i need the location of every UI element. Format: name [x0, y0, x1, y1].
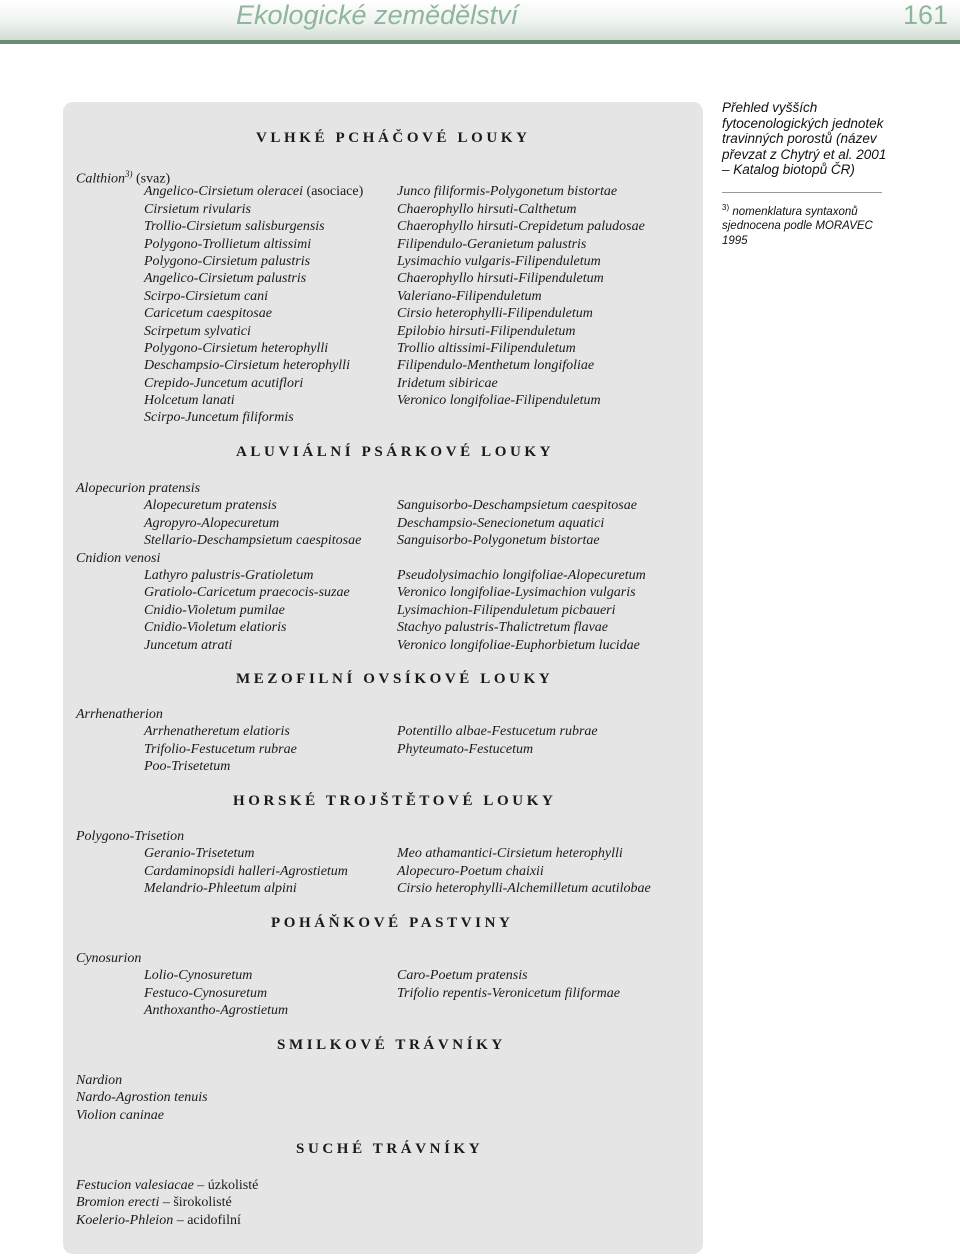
- association-list-right: [397, 845, 651, 897]
- footnote-mark: 3): [125, 169, 133, 179]
- alliance-name: Bromion erecti: [76, 1195, 160, 1211]
- alliance-name: Koelerio-Phleion: [76, 1212, 174, 1228]
- section-heading-pohankove: POHÁŇKOVÉ PASTVINY: [271, 915, 514, 931]
- sidebar: [722, 100, 892, 248]
- list-item: Festuco-Cynosuretum: [144, 985, 268, 1001]
- list-item: Agropyro-Alopecuretum: [144, 515, 280, 531]
- alliance-arrhenatherion: Arrhenatherion: [76, 707, 163, 722]
- alliance-alopecurion: Alopecurion pratensis: [76, 481, 201, 496]
- association-list-left: [144, 723, 297, 775]
- section-heading-suche: SUCHÉ TRÁVNÍKY: [296, 1141, 484, 1157]
- sidebar-footnote: [722, 201, 892, 248]
- list-item: [76, 1212, 258, 1229]
- list-item: Cnidio-Violetum elatioris: [144, 620, 287, 636]
- section-heading-aluvialni: ALUVIÁLNÍ PSÁRKOVÉ LOUKY: [236, 444, 555, 460]
- list-item: Meo athamantici-Cirsietum heterophylli: [397, 846, 623, 862]
- list-item: Sanguisorbo-Deschampsietum caespitosae: [397, 498, 637, 514]
- list-item: Alopecuretum pratensis: [144, 498, 277, 514]
- list-item: Scirpo-Cirsietum cani: [144, 288, 269, 304]
- list-item: Violion caninae: [76, 1107, 164, 1123]
- list-item: Juncetum atrati: [144, 637, 233, 653]
- section-heading-smilkove: SMILKOVÉ TRÁVNÍKY: [277, 1037, 506, 1053]
- list-item: Veronico longifoliae-Lysimachion vulgaris: [397, 585, 636, 601]
- section-heading-mezofilni: MEZOFILNÍ OVSÍKOVÉ LOUKY: [236, 671, 554, 687]
- association-list-right: [397, 567, 646, 654]
- alliance-note: – acidofilní: [176, 1212, 241, 1228]
- list-item: Polygono-Trollietum altissimi: [144, 236, 312, 252]
- sidebar-title: Přehled vyšších fytocenologických jednotek travinných porostů (název převzat z Chytrý et al. 2001 – Katalog biotopů ČR): [722, 100, 887, 178]
- list-item: [76, 1177, 258, 1194]
- alliance-rank: (svaz): [136, 171, 171, 187]
- list-item: Caro-Poetum pratensis: [397, 968, 528, 984]
- list-item: Scirpetum sylvatici: [144, 323, 251, 339]
- list-item: Lolio-Cynosuretum: [144, 968, 253, 984]
- header-title: Ekologické zemědělství: [236, 0, 519, 30]
- association-list-right: [397, 723, 598, 758]
- association-first: [144, 183, 363, 200]
- list-item: Iridetum sibiricae: [397, 375, 498, 391]
- list-item: Anthoxantho-Agrostietum: [144, 1003, 289, 1019]
- list-item: Lysimachion-Filipenduletum picbaueri: [397, 602, 616, 618]
- association-list-left: [144, 967, 288, 1019]
- alliance-cnidion: Cnidion venosi: [76, 550, 161, 566]
- list-item: Sanguisorbo-Polygonetum bistortae: [397, 533, 600, 549]
- list-item: Chaerophyllo hirsuti-Crepidetum paludosae: [397, 219, 645, 235]
- association-list-left: [144, 201, 350, 427]
- list-item: Veronico longifoliae-Filipenduletum: [397, 393, 601, 409]
- list-item: Stachyo palustris-Thalictretum flavae: [397, 620, 609, 636]
- list-item: Lysimachio vulgaris-Filipenduletum: [397, 253, 601, 269]
- list-item: Angelico-Cirsietum palustris: [144, 271, 307, 287]
- alliance-cynosurion: Cynosurion: [76, 951, 142, 966]
- list-item: Pseudolysimachio longifoliae-Alopecuretum: [397, 568, 646, 583]
- list-item: Potentillo albae-Festucetum rubrae: [397, 724, 598, 740]
- association-list-right: [397, 497, 637, 549]
- list-item: Cirsietum rivularis: [144, 201, 251, 217]
- alliance-note: – širokolisté: [162, 1195, 232, 1211]
- list-item: Junco filiformis-Polygonetum bistortae: [397, 184, 618, 200]
- list-item: Scirpo-Juncetum filiformis: [144, 410, 294, 426]
- list-item: Trifolio-Festucetum rubrae: [144, 741, 297, 757]
- alliance-name: Calthion: [76, 171, 126, 187]
- list-item: Phyteumato-Festucetum: [397, 741, 534, 757]
- list-item: Stellario-Deschampsietum caespitosae: [144, 533, 362, 549]
- footnote-text: nomenklatura syntaxonů sjednocena podle MORAVEC 1995: [722, 205, 873, 247]
- section-heading-vlhke: VLHKÉ PCHÁČOVÉ LOUKY: [256, 130, 531, 146]
- list-item: Filipendulo-Geranietum palustris: [397, 236, 587, 252]
- list-item: Polygono-Cirsietum palustris: [144, 253, 311, 269]
- list-item: Deschampsio-Cirsietum heterophylli: [144, 358, 350, 374]
- list-item: Lathyro palustris-Gratioletum: [144, 568, 314, 583]
- association-list-left: [144, 497, 361, 549]
- list-item: Cnidio-Violetum pumilae: [144, 602, 285, 618]
- association-list-right: [397, 967, 620, 1002]
- list-item: Trifolio repentis-Veronicetum filiformae: [397, 985, 620, 1001]
- list-item: Melandrio-Phleetum alpini: [144, 881, 297, 897]
- list-item: Gratiolo-Caricetum praecocis-suzae: [144, 585, 350, 601]
- list-item: Trollio-Cirsietum salisburgensis: [144, 219, 325, 235]
- list-item: Cardaminopsidi halleri-Agrostietum: [144, 863, 348, 879]
- list-item: Crepido-Juncetum acutiflori: [144, 375, 304, 391]
- association-list-left: [144, 845, 348, 897]
- association-rank: (asociace): [306, 184, 364, 200]
- footnote-mark: 3): [722, 202, 730, 212]
- alliance-name: Festucion valesiacae: [76, 1178, 194, 1193]
- page-header: [0, 0, 960, 44]
- alliance-polygono-trisetion: Polygono-Trisetion: [76, 829, 185, 844]
- list-item: Caricetum caespitosae: [144, 306, 272, 322]
- list-item: Holcetum lanati: [144, 393, 235, 409]
- list-item: Polygono-Cirsietum heterophylli: [144, 340, 329, 356]
- association-list-left: [144, 567, 350, 654]
- list-item: Arrhenatheretum elatioris: [144, 724, 290, 740]
- section-heading-horske: HORSKÉ TROJŠTĚTOVÉ LOUKY: [233, 793, 557, 809]
- list-item: Veronico longifoliae-Euphorbietum lucidae: [397, 637, 640, 653]
- association-name: Angelico-Cirsietum oleracei: [144, 184, 304, 200]
- list-item: Geranio-Trisetetum: [144, 846, 255, 862]
- page-number: 161: [902, 0, 948, 30]
- list-item: Cirsio heterophylli-Alchemilletum acutilobae: [397, 881, 651, 897]
- alliance-list-nardion: [76, 1072, 208, 1124]
- list-item: Alopecuro-Poetum chaixii: [397, 863, 544, 879]
- list-item: Chaerophyllo hirsuti-Filipenduletum: [397, 271, 604, 287]
- association-list-right: [397, 183, 645, 409]
- list-item: Valeriano-Filipenduletum: [397, 288, 542, 304]
- list-item: Nardo-Agrostion tenuis: [76, 1090, 208, 1106]
- sidebar-divider: [722, 192, 882, 193]
- list-item: Filipendulo-Menthetum longifoliae: [397, 358, 595, 374]
- list-item: Deschampsio-Senecionetum aquatici: [397, 515, 605, 531]
- list-item: [76, 1194, 258, 1211]
- list-item: Trollio altissimi-Filipenduletum: [397, 340, 576, 356]
- list-item: Chaerophyllo hirsuti-Calthetum: [397, 201, 577, 217]
- list-item: Poo-Trisetetum: [144, 759, 231, 775]
- list-item: Cirsio heterophylli-Filipenduletum: [397, 306, 593, 322]
- alliance-note: – úzkolisté: [197, 1178, 259, 1193]
- list-item: Nardion: [76, 1073, 123, 1088]
- list-item: Epilobio hirsuti-Filipenduletum: [397, 323, 576, 339]
- alliance-list-suche: [76, 1177, 258, 1229]
